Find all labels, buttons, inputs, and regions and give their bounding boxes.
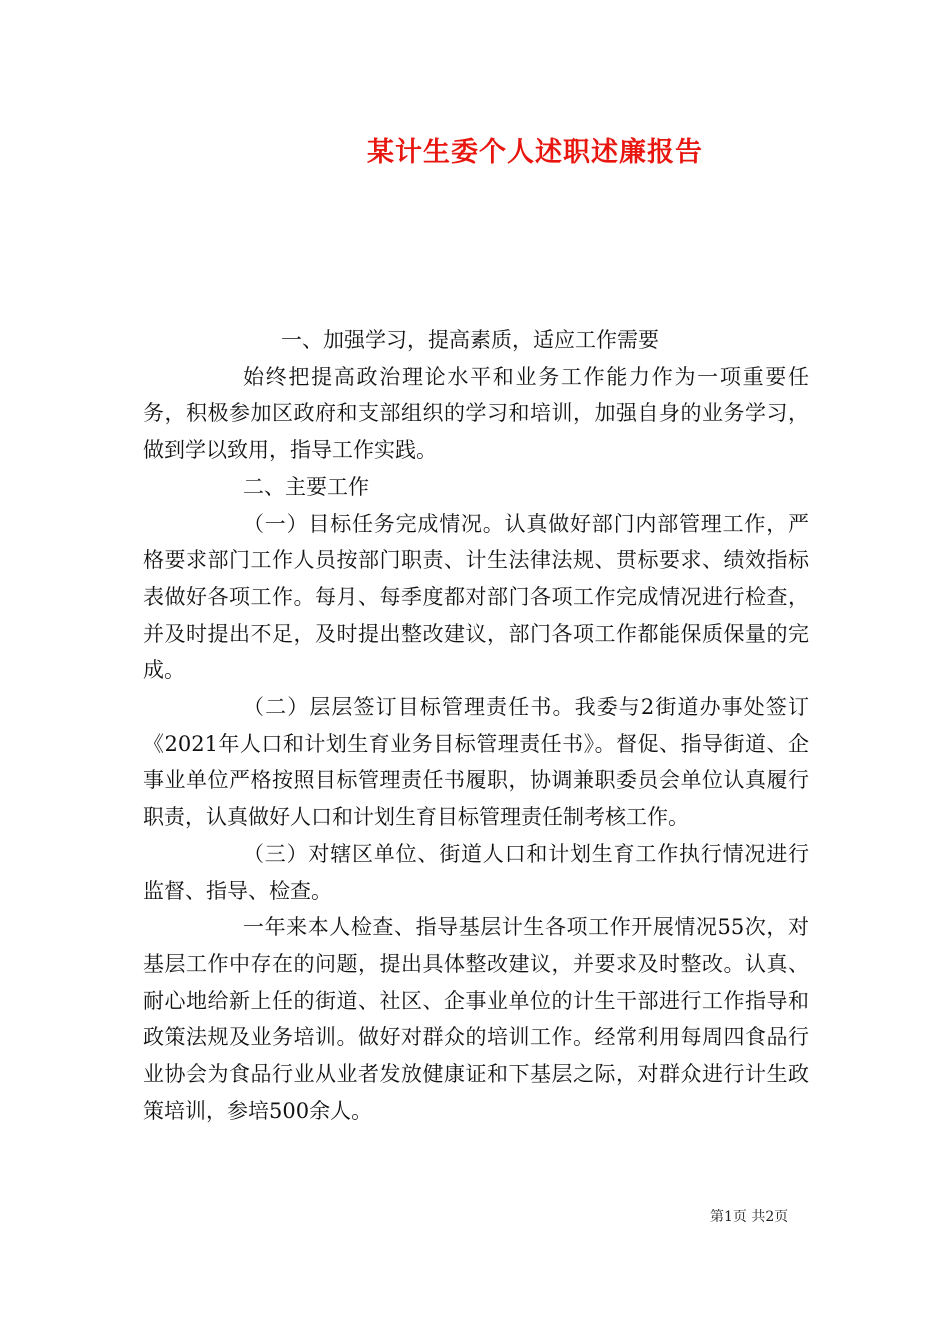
- paragraph-responsibility: （二）层层签订目标管理责任书。我委与2街道办事处签订《2021年人口和计划生育业务目标管理责任书》。督促、指导街道、企事业单位严格按照目标管理责任书履职，协调兼职委员会单位认真履行职责，认真做好人口和计划生育目标管理责任制考核工作。: [143, 695, 809, 830]
- paragraph-study: 始终把提高政治理论水平和业务工作能力作为一项重要任务，积极参加区政府和支部组织的学习和培训，加强自身的业务学习，做到学以致用，指导工作实践。: [143, 364, 809, 463]
- page-number: 第1页 共2页: [710, 1209, 789, 1225]
- section-heading-2: 二、主要工作: [243, 474, 369, 499]
- paragraph-supervision: （三）对辖区单位、街道人口和计划生育工作执行情况进行监督、指导、检查。: [143, 841, 809, 903]
- paragraph-targets: （一）目标任务完成情况。认真做好部门内部管理工作，严格要求部门工作人员按部门职责、计生法律法规、贯标要求、绩效指标表做好各项工作。每月、每季度都对部门各项工作完成情况进行检查，并及时提出不足，及时提出整改建议，部门各项工作都能保质保量的完成。: [143, 511, 809, 683]
- section-heading-1: 一、加强学习，提高素质，适应工作需要: [281, 328, 659, 352]
- paragraph-inspection: 一年来本人检查、指导基层计生各项工作开展情况55次，对基层工作中存在的问题，提出具体整改建议，并要求及时整改。认真、耐心地给新上任的街道、社区、企事业单位的计生干部进行工作指导和政策法规及业务培训。做好对群众的培训工作。经常利用每周四食品行业协会为食品行业从业者发放健康证和下基层之际，对群众进行计生政策培训，参培500余人。: [143, 915, 809, 1123]
- page-title: 某计生委个人述职述廉报告: [367, 137, 703, 168]
- document-body: [143, 322, 809, 1129]
